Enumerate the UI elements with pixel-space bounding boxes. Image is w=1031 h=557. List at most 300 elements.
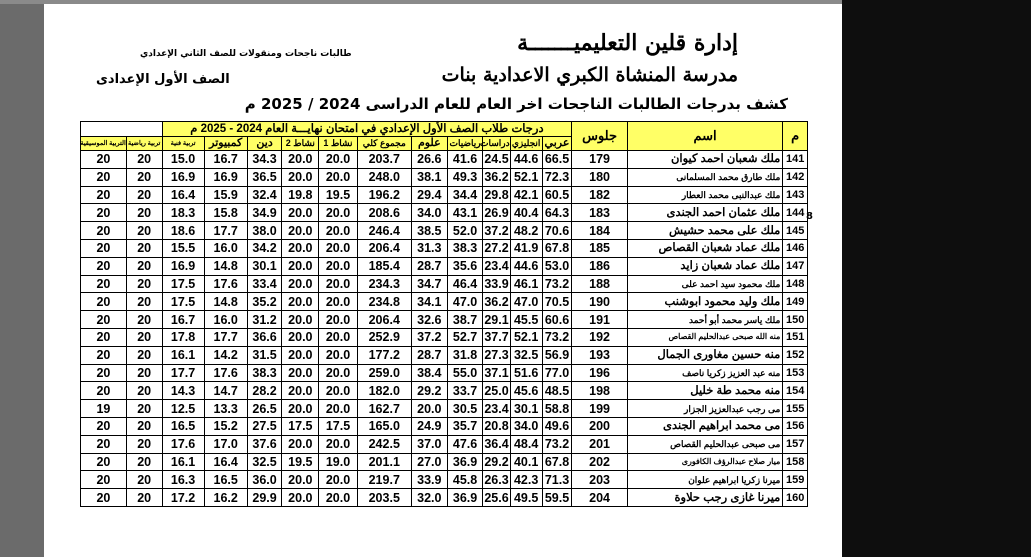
grade-arabic: 67.8: [542, 239, 572, 257]
grade-music: 20: [81, 239, 127, 257]
grade-english: 48.4: [510, 435, 542, 453]
grade-science: 37.0: [411, 435, 447, 453]
grade-music: 20: [81, 453, 127, 471]
col-header-activity-2: نشاط 2: [282, 137, 319, 151]
grade-arabic: 77.0: [542, 364, 572, 382]
col-header-religion: دين: [247, 137, 282, 151]
table-banner: درجات طلاب الصف الأول الإعدادي في امتحان نهايـــة العام 2024 - 2025 م: [162, 122, 572, 137]
grade-sports: 20: [126, 222, 162, 240]
grade-science: 38.4: [411, 364, 447, 382]
grade-music: 20: [81, 186, 127, 204]
grade-computer: 14.8: [204, 257, 247, 275]
grade-english: 40.1: [510, 453, 542, 471]
grade-activity-2: 20.0: [282, 222, 319, 240]
grade-music: 20: [81, 328, 127, 346]
grade-studies: 37.1: [484, 365, 509, 380]
grade-total: 248.0: [357, 168, 411, 186]
grade-activity-1: 20.0: [319, 489, 357, 507]
grade-computer: 17.7: [204, 328, 247, 346]
grade-english: 30.1: [510, 400, 542, 418]
grade-english: 45.6: [510, 382, 542, 400]
grade-music: 20: [81, 471, 127, 489]
seat-number: 186: [572, 257, 628, 275]
grade-music: 20: [81, 293, 127, 311]
table-row: [81, 346, 808, 364]
grade-math: 52.7: [447, 328, 483, 346]
grade-arabic: 66.5: [542, 151, 572, 169]
grade-music: 20: [81, 151, 127, 169]
seat-number: 188: [572, 275, 628, 293]
grade-religion: 29.9: [247, 489, 282, 507]
student-name: منه الله صبحى عبدالحليم القصاص: [627, 328, 783, 346]
grade-science: 28.7: [411, 257, 447, 275]
grade-activity-1: 20.0: [319, 222, 357, 240]
grade-activity-1: 20.0: [319, 151, 357, 169]
grade-math: 35.6: [447, 257, 483, 275]
report-title: كشف بدرجات الطالبات الناجحات اخر العام للعام الدراسى 2024 / 2025 م: [244, 95, 788, 113]
grade-arabic: 58.8: [542, 400, 572, 418]
grade-sports: 20: [126, 471, 162, 489]
grade-activity-2: 20.0: [282, 346, 319, 364]
grade-science: 32.6: [411, 311, 447, 329]
seat-number: 192: [572, 328, 628, 346]
grade-studies: 37.7: [484, 330, 509, 345]
grade-total: 203.5: [357, 489, 411, 507]
grade-art: 17.2: [162, 489, 204, 507]
grade-activity-2: 20.0: [282, 168, 319, 186]
grade-religion: 36.0: [247, 471, 282, 489]
grade-studies: 20.8: [484, 419, 509, 434]
table-row: [81, 257, 808, 275]
grade-activity-2: 20.0: [282, 435, 319, 453]
grade-studies: 25.6: [484, 490, 509, 505]
table-row: [81, 151, 808, 169]
grade-studies: 29.1: [484, 312, 509, 327]
grade-math: 35.7: [447, 417, 483, 435]
grade-math: 49.3: [447, 168, 483, 186]
grade-total: 206.4: [357, 311, 411, 329]
seat-number: 198: [572, 382, 628, 400]
row-number: 155: [783, 400, 808, 418]
grade-computer: 16.0: [204, 239, 247, 257]
grade-sports: 20: [126, 346, 162, 364]
grade-arabic: 72.3: [542, 168, 572, 186]
row-number: 141: [783, 151, 808, 169]
row-number: 156: [783, 417, 808, 435]
student-name: ملك عثمان احمد الجندى: [627, 204, 783, 222]
grade-computer: 17.7: [204, 222, 247, 240]
grade-religion: 38.3: [247, 364, 282, 382]
student-name: ملك عبدالنبى محمد العطار: [627, 186, 783, 204]
grade-music: 20: [81, 257, 127, 275]
seat-number: 183: [572, 204, 628, 222]
grade-sports: 20: [126, 168, 162, 186]
grade-activity-1: 20.0: [319, 400, 357, 418]
grade-science: 34.1: [411, 293, 447, 311]
grade-studies: 23.4: [484, 401, 509, 416]
seat-number: 191: [572, 311, 628, 329]
grade-computer: 16.4: [204, 453, 247, 471]
grade-music: 20: [81, 417, 127, 435]
grade-sports: 20: [126, 257, 162, 275]
grade-total: 252.9: [357, 328, 411, 346]
grade-science: 24.9: [411, 417, 447, 435]
grade-math: 38.3: [447, 239, 483, 257]
grade-math: 31.8: [447, 346, 483, 364]
grade-sports: 20: [126, 382, 162, 400]
row-number: 160: [783, 489, 808, 507]
col-header-total: مجموع كلي: [357, 137, 411, 151]
grade-art: 17.6: [162, 435, 204, 453]
grade-english: 40.4: [510, 204, 542, 222]
student-name: ملك طارق محمد المسلمانى: [627, 168, 783, 186]
grade-computer: 13.3: [204, 400, 247, 418]
student-name: مى صبحى عبدالحليم القصاص: [627, 435, 783, 453]
grade-english: 32.5: [510, 346, 542, 364]
grade-science: 31.3: [411, 239, 447, 257]
grade-math: 47.0: [447, 293, 483, 311]
grade-activity-2: 19.5: [282, 453, 319, 471]
grade-art: 16.4: [162, 186, 204, 204]
grade-studies: 25.0: [484, 383, 509, 398]
grade-activity-1: 20.0: [319, 364, 357, 382]
student-name: ملك شعبان احمد كيوان: [627, 151, 783, 169]
header-m: م: [783, 122, 808, 151]
grade-sports: 20: [126, 186, 162, 204]
grade-studies: 24.5: [484, 152, 509, 167]
grade-activity-1: 20.0: [319, 239, 357, 257]
grade-total: 234.8: [357, 293, 411, 311]
grade-activity-1: 20.0: [319, 204, 357, 222]
grade-religion: 28.2: [247, 382, 282, 400]
table-row: [81, 489, 808, 507]
grade-math: 33.7: [447, 382, 483, 400]
promotion-note: طالبات ناجحات ومنقولات للصف الثاني الإعدادي: [140, 49, 352, 59]
grade-computer: 14.2: [204, 346, 247, 364]
grade-computer: 16.5: [204, 471, 247, 489]
grade-sports: 20: [126, 364, 162, 382]
grade-activity-1: 20.0: [319, 293, 357, 311]
grade-math: 34.4: [447, 186, 483, 204]
grade-total: 246.4: [357, 222, 411, 240]
grade-religion: 26.5: [247, 400, 282, 418]
grade-total: 201.1: [357, 453, 411, 471]
col-header-activity-1: نشاط 1: [319, 137, 357, 151]
grade-activity-2: 20.0: [282, 400, 319, 418]
student-name: ميار صلاح عبدالرؤف الكافورى: [627, 453, 783, 471]
table-row: [81, 222, 808, 240]
seat-number: 182: [572, 186, 628, 204]
seat-number: 190: [572, 293, 628, 311]
row-number: 145: [783, 222, 808, 240]
grade-music: 20: [81, 204, 127, 222]
grade-religion: 36.5: [247, 168, 282, 186]
grade-computer: 16.9: [204, 168, 247, 186]
grade-art: 12.5: [162, 400, 204, 418]
grade-arabic: 59.5: [542, 489, 572, 507]
grade-sports: 20: [126, 453, 162, 471]
grade-english: 45.5: [510, 311, 542, 329]
grade-studies: 27.2: [484, 241, 509, 256]
row-number: 153: [783, 364, 808, 382]
grade-arabic: 56.9: [542, 346, 572, 364]
grade-studies: 29.2: [484, 454, 509, 469]
grade-sports: 20: [126, 204, 162, 222]
grades-table: [80, 121, 808, 507]
grade-art: 15.0: [162, 151, 204, 169]
student-name: منه حسين مغاورى الجمال: [627, 346, 783, 364]
table-row: [81, 364, 808, 382]
grade-art: 16.9: [162, 168, 204, 186]
grade-english: 52.1: [510, 168, 542, 186]
grade-studies: 36.2: [484, 294, 509, 309]
grade-label: الصف الأول الإعدادى: [96, 72, 230, 87]
header-seat: جلوس: [572, 122, 628, 151]
grade-activity-1: 19.0: [319, 453, 357, 471]
grade-english: 52.1: [510, 328, 542, 346]
row-number: 157: [783, 435, 808, 453]
header-name: اسم: [627, 122, 783, 151]
grade-activity-1: 20.0: [319, 435, 357, 453]
grade-studies: 37.2: [484, 223, 509, 238]
grade-activity-1: 19.5: [319, 186, 357, 204]
grade-computer: 17.0: [204, 435, 247, 453]
student-name: مى رجب عبدالعزيز الجزار: [627, 400, 783, 418]
grade-arabic: 49.6: [542, 417, 572, 435]
grade-english: 34.0: [510, 417, 542, 435]
grade-sports: 20: [126, 328, 162, 346]
grade-art: 14.3: [162, 382, 204, 400]
grade-art: 18.3: [162, 204, 204, 222]
row-number: 154: [783, 382, 808, 400]
row-number: 150: [783, 311, 808, 329]
grade-music: 20: [81, 346, 127, 364]
grade-math: 45.8: [447, 471, 483, 489]
grade-math: 55.0: [447, 364, 483, 382]
seat-number: 193: [572, 346, 628, 364]
grade-activity-1: 20.0: [319, 471, 357, 489]
grade-science: 26.6: [411, 151, 447, 169]
administration-title: إدارة قلين التعليميـــــــة: [517, 30, 738, 56]
grade-art: 16.1: [162, 453, 204, 471]
seat-number: 185: [572, 239, 628, 257]
grade-studies: 26.3: [484, 472, 509, 487]
grade-activity-2: 20.0: [282, 204, 319, 222]
grade-religion: 33.4: [247, 275, 282, 293]
grade-science: 32.0: [411, 489, 447, 507]
grade-music: 20: [81, 489, 127, 507]
grade-computer: 15.2: [204, 417, 247, 435]
row-number: 143: [783, 186, 808, 204]
grade-math: 47.6: [447, 435, 483, 453]
grade-activity-2: 20.0: [282, 151, 319, 169]
grade-activity-2: 20.0: [282, 364, 319, 382]
grade-total: 196.2: [357, 186, 411, 204]
seat-number: 201: [572, 435, 628, 453]
grade-math: 30.5: [447, 400, 483, 418]
grade-art: 18.6: [162, 222, 204, 240]
grade-total: 234.3: [357, 275, 411, 293]
grade-computer: 16.7: [204, 151, 247, 169]
grade-total: 242.5: [357, 435, 411, 453]
grade-music: 20: [81, 382, 127, 400]
grade-art: 16.3: [162, 471, 204, 489]
table-row: [81, 382, 808, 400]
grade-computer: 17.6: [204, 275, 247, 293]
student-name: ميرنا زكريا ابراهيم علوان: [627, 471, 783, 489]
grade-science: 38.5: [411, 222, 447, 240]
grade-total: 206.4: [357, 239, 411, 257]
grade-arabic: 48.5: [542, 382, 572, 400]
col-header-sports: تربية رياضية: [126, 137, 162, 151]
grade-sports: 20: [126, 417, 162, 435]
grade-activity-2: 20.0: [282, 489, 319, 507]
grade-computer: 16.2: [204, 489, 247, 507]
grade-music: 19: [81, 400, 127, 418]
grade-arabic: 70.5: [542, 293, 572, 311]
grade-activity-1: 20.0: [319, 275, 357, 293]
grade-activity-1: 20.0: [319, 168, 357, 186]
seat-number: 200: [572, 417, 628, 435]
grade-science: 29.2: [411, 382, 447, 400]
grade-art: 16.1: [162, 346, 204, 364]
table-row: [81, 471, 808, 489]
row-number: 147: [783, 257, 808, 275]
document-page: [44, 4, 842, 557]
row-number: 159: [783, 471, 808, 489]
grade-math: 38.7: [447, 311, 483, 329]
grade-science: 37.2: [411, 328, 447, 346]
student-name: مى محمد ابراهيم الجندى: [627, 417, 783, 435]
grade-sports: 20: [126, 151, 162, 169]
seat-number: 179: [572, 151, 628, 169]
grade-sports: 20: [126, 239, 162, 257]
grade-art: 16.7: [162, 311, 204, 329]
col-header-math: رياضيات: [447, 137, 483, 151]
grade-activity-2: 20.0: [282, 382, 319, 400]
table-row: [81, 168, 808, 186]
grade-sports: 20: [126, 311, 162, 329]
grade-english: 44.6: [510, 151, 542, 169]
grade-math: 41.6: [447, 151, 483, 169]
grade-studies: 29.8: [484, 187, 509, 202]
student-name: ملك على محمد حشيش: [627, 222, 783, 240]
grade-science: 20.0: [411, 400, 447, 418]
grade-sports: 20: [126, 400, 162, 418]
grade-activity-1: 20.0: [319, 311, 357, 329]
row-number: 146: [783, 239, 808, 257]
grade-english: 47.0: [510, 293, 542, 311]
col-header-arabic: عربي: [542, 137, 572, 151]
seat-number: 184: [572, 222, 628, 240]
grade-english: 48.2: [510, 222, 542, 240]
seat-number: 202: [572, 453, 628, 471]
row-number: 149: [783, 293, 808, 311]
grade-activity-1: 20.0: [319, 346, 357, 364]
student-name: ملك وليد محمود ابوشنب: [627, 293, 783, 311]
grade-total: 259.0: [357, 364, 411, 382]
table-row: [81, 328, 808, 346]
grade-science: 29.4: [411, 186, 447, 204]
grade-sports: 20: [126, 489, 162, 507]
grade-religion: 35.2: [247, 293, 282, 311]
grade-activity-1: 17.5: [319, 417, 357, 435]
col-header-science: علوم: [411, 137, 447, 151]
grade-arabic: 73.2: [542, 328, 572, 346]
grade-religion: 34.2: [247, 239, 282, 257]
grade-arabic: 67.8: [542, 453, 572, 471]
student-name: ملك ياسر محمد أبو أحمد: [627, 311, 783, 329]
grade-total: 219.7: [357, 471, 411, 489]
row-number: 152: [783, 346, 808, 364]
grade-science: 38.1: [411, 168, 447, 186]
grade-science: 34.0: [411, 204, 447, 222]
student-name: ملك محمود سيد احمد على: [627, 275, 783, 293]
student-name: ميرنا غازى رجب حلاوة: [627, 489, 783, 507]
grade-science: 27.0: [411, 453, 447, 471]
grade-arabic: 73.2: [542, 275, 572, 293]
grade-music: 20: [81, 275, 127, 293]
grade-math: 36.9: [447, 489, 483, 507]
grade-music: 20: [81, 435, 127, 453]
grade-science: 28.7: [411, 346, 447, 364]
grade-music: 20: [81, 168, 127, 186]
student-name: ملك عماد شعبان زايد: [627, 257, 783, 275]
grade-activity-2: 20.0: [282, 293, 319, 311]
row-number: 144: [783, 204, 808, 222]
grade-activity-2: 20.0: [282, 257, 319, 275]
grade-english: 46.1: [510, 275, 542, 293]
grade-sports: 20: [126, 293, 162, 311]
row-number: 151: [783, 328, 808, 346]
grade-total: 185.4: [357, 257, 411, 275]
grade-religion: 27.5: [247, 417, 282, 435]
grade-activity-2: 17.5: [282, 417, 319, 435]
grade-religion: 30.1: [247, 257, 282, 275]
grade-math: 36.9: [447, 453, 483, 471]
grade-computer: 17.6: [204, 364, 247, 382]
student-name: ملك عماد شعبان القصاص: [627, 239, 783, 257]
grade-studies: 26.9: [484, 205, 509, 220]
table-row: [81, 293, 808, 311]
grade-science: 33.9: [411, 471, 447, 489]
seat-number: 180: [572, 168, 628, 186]
student-name: منه محمد طة خليل: [627, 382, 783, 400]
col-header-english: انجليزي: [510, 137, 542, 151]
grade-religion: 31.5: [247, 346, 282, 364]
col-header-music: التربية الموسيقية: [81, 137, 127, 151]
seat-number: 199: [572, 400, 628, 418]
grade-total: 182.0: [357, 382, 411, 400]
row-number: 158: [783, 453, 808, 471]
grade-computer: 14.8: [204, 293, 247, 311]
grade-art: 17.8: [162, 328, 204, 346]
seat-number: 204: [572, 489, 628, 507]
grade-activity-2: 20.0: [282, 275, 319, 293]
grade-studies: 36.4: [484, 437, 509, 452]
grade-total: 165.0: [357, 417, 411, 435]
seat-number: 203: [572, 471, 628, 489]
grade-studies: 36.2: [484, 170, 509, 185]
row-number: 142: [783, 168, 808, 186]
banner-blank: [81, 122, 163, 137]
grade-religion: 32.5: [247, 453, 282, 471]
grade-total: 203.7: [357, 151, 411, 169]
grade-arabic: 60.6: [542, 311, 572, 329]
grade-art: 16.5: [162, 417, 204, 435]
seat-number: 196: [572, 364, 628, 382]
grade-computer: 14.7: [204, 382, 247, 400]
